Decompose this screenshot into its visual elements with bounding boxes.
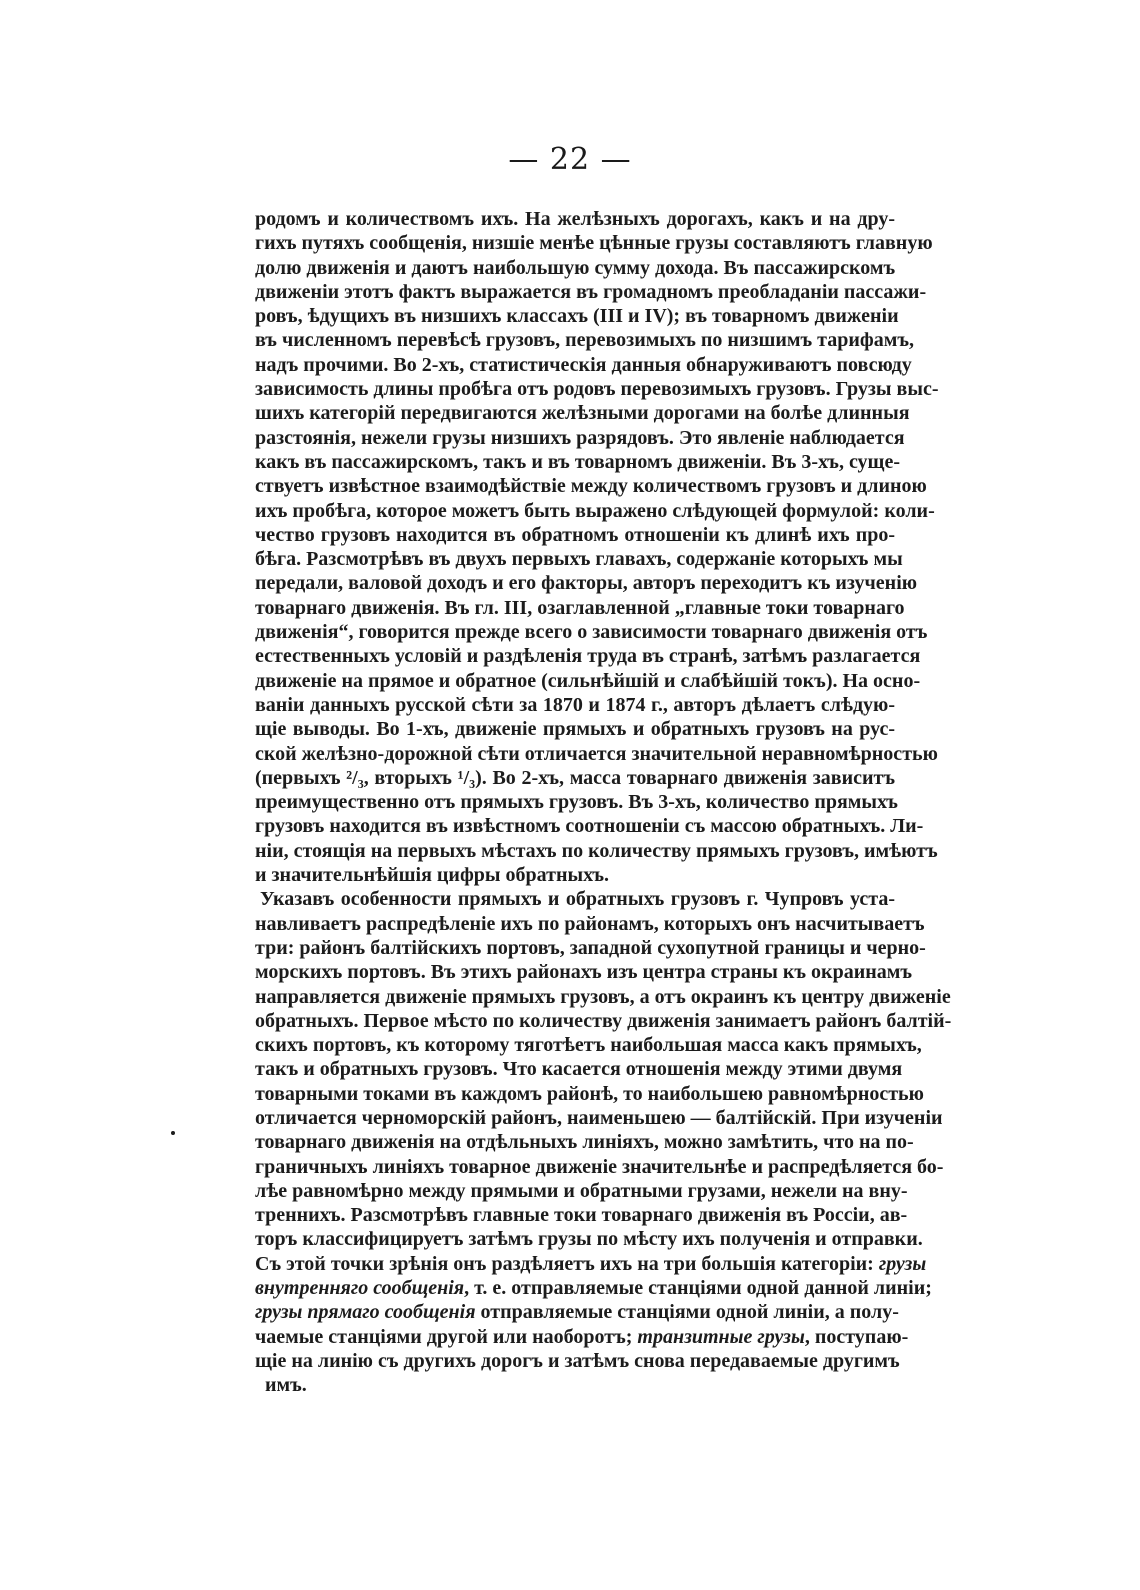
text-line: зависимость длины пробѣга отъ родовъ перевозимыхъ грузовъ. Грузы выс- bbox=[255, 378, 939, 401]
text-line: бѣга. Разсмотрѣвъ въ двухъ первыхъ главахъ, содержаніе которыхъ мы bbox=[255, 548, 903, 571]
text-line: скихъ портовъ, къ которому тяготѣетъ наибольшая масса какъ прямыхъ, bbox=[255, 1034, 922, 1057]
text-line bbox=[255, 1252, 927, 1276]
text-line: ихъ пробѣга, которое можетъ быть выражено слѣдующей формулой: коли- bbox=[255, 499, 935, 522]
text-line: преимущественно отъ прямыхъ грузовъ. Въ 3-хъ, количество прямыхъ bbox=[255, 791, 898, 814]
text-line: надъ прочими. Во 2-хъ, статистическія данныя обнаруживаютъ повсюду bbox=[255, 353, 912, 376]
text-line: ской желѣзно-дорожной сѣти отличается значительной неравномѣрностью bbox=[255, 742, 938, 765]
body-text bbox=[255, 207, 952, 1398]
text-line: Указавъ особенности прямыхъ и обратныхъ грузовъ г. Чупровъ уста- bbox=[260, 888, 895, 911]
text-line: какъ въ пассажирскомъ, такъ и въ товарномъ движеніи. Въ 3-хъ, суще- bbox=[255, 450, 900, 473]
stray-ink-dot bbox=[171, 1131, 175, 1135]
text-line: чество грузовъ находится въ обратномъ отношеніи къ длинѣ ихъ про- bbox=[255, 523, 895, 546]
text-segment: , поступаю- bbox=[804, 1325, 909, 1348]
text-line: ствуетъ извѣстное взаимодѣйствіе между количествомъ грузовъ и длиною bbox=[255, 475, 927, 498]
text-line: такъ и обратныхъ грузовъ. Что касается отношенія между этими двумя bbox=[255, 1058, 903, 1081]
page-number: — 22 — bbox=[508, 142, 632, 177]
text-line: движеніе на прямое и обратное (сильнѣйшій и слабѣйшій токъ). На осно- bbox=[255, 669, 921, 692]
text-line: отличается черноморскій районъ, наименьшею — балтійскій. При изученіи bbox=[255, 1106, 943, 1129]
text-segment: отправляемые станціями одной линіи, а полу- bbox=[475, 1301, 899, 1324]
text-line: навливаетъ распредѣленіе ихъ по районамъ, которыхъ онъ насчитываетъ bbox=[255, 912, 925, 935]
text-line: товарными токами въ каждомъ районѣ, то наибольшею равномѣрностью bbox=[255, 1082, 924, 1105]
text-line: щіе на линію съ другихъ дорогъ и затѣмъ снова передаваемые другимъ bbox=[255, 1349, 900, 1372]
text-line: обратныхъ. Первое мѣсто по количеству движенія занимаетъ районъ балтій- bbox=[255, 1009, 952, 1032]
text-line: товарнаго движенія на отдѣльныхъ линіяхъ, можно замѣтить, что на по- bbox=[255, 1131, 914, 1154]
text-line: разстоянія, нежели грузы низшихъ разрядовъ. Это явленіе наблюдается bbox=[255, 426, 905, 449]
text-line: грузовъ находится въ извѣстномъ соотношеніи съ массою обратныхъ. Ли- bbox=[255, 815, 924, 838]
text-line: имъ. bbox=[265, 1374, 307, 1397]
text-line: лѣе равномѣрно между прямыми и обратными грузами, нежели на вну- bbox=[255, 1179, 908, 1202]
text-segment: Съ этой точки зрѣнія онъ раздѣляетъ ихъ на три большія категоріи: bbox=[255, 1252, 874, 1275]
text-segment: чаемые станціями другой или наоборотъ; bbox=[255, 1325, 633, 1348]
text-line bbox=[255, 1300, 899, 1324]
text-line: ваніи данныхъ русской сѣти за 1870 и 1874 г., авторъ дѣлаетъ слѣдую- bbox=[255, 693, 895, 716]
text-line: товарнаго движенія. Въ гл. III, озаглавленной „главные токи товарнаго bbox=[255, 596, 905, 619]
text-line: въ численномъ перевѣсѣ грузовъ, перевозимыхъ по низшимъ тарифамъ, bbox=[255, 329, 914, 352]
italic-term: грузы bbox=[878, 1252, 927, 1275]
text-line: передали, валовой доходъ и его факторы, авторъ переходитъ къ изученію bbox=[255, 572, 918, 595]
text-line: гихъ путяхъ сообщенія, низшіе менѣе цѣнные грузы составляютъ главную bbox=[255, 232, 933, 255]
text-segment: , т. е. отправляемые станціями одной данной линіи; bbox=[464, 1277, 932, 1300]
text-line: (первыхъ ²/₃, вторыхъ ¹/₃). Во 2-хъ, масса товарнаго движенія зависитъ bbox=[255, 766, 895, 789]
text-line: естественныхъ условій и раздѣленія труда въ странѣ, затѣмъ разлагается bbox=[255, 645, 921, 668]
text-line: движеніи этотъ фактъ выражается въ громадномъ преобладаніи пассажи- bbox=[255, 280, 927, 303]
italic-term: транзитные грузы bbox=[637, 1325, 805, 1348]
text-line bbox=[255, 1325, 909, 1349]
text-line: ровъ, ѣдущихъ въ низшихъ классахъ (III и IV); въ товарномъ движеніи bbox=[255, 305, 899, 328]
text-line: шихъ категорій передвигаются желѣзными дорогами на болѣе длинныя bbox=[255, 402, 910, 425]
text-line: граничныхъ линіяхъ товарное движеніе значительнѣе и распредѣляется бо- bbox=[255, 1155, 944, 1178]
text-line: треннихъ. Разсмотрѣвъ главные токи товарнаго движенія въ Россіи, ав- bbox=[255, 1204, 908, 1227]
text-line: родомъ и количествомъ ихъ. На желѣзныхъ дорогахъ, какъ и на дру- bbox=[255, 208, 895, 230]
paragraph-2 bbox=[255, 887, 952, 1397]
text-line: направляется движеніе прямыхъ грузовъ, а отъ окраинъ къ центру движеніе bbox=[255, 985, 951, 1008]
text-line: три: районъ балтійскихъ портовъ, западной сухопутной границы и черно- bbox=[255, 936, 926, 959]
italic-term: внутренняго сообщенія bbox=[255, 1277, 465, 1300]
italic-term: грузы прямаго сообщенія bbox=[255, 1301, 476, 1324]
text-line: щіе выводы. Во 1-хъ, движеніе прямыхъ и обратныхъ грузовъ на рус- bbox=[255, 718, 895, 741]
text-line: торъ классифицируетъ затѣмъ грузы по мѣсту ихъ полученія и отправки. bbox=[255, 1228, 923, 1251]
text-line: долю движенія и даютъ наибольшую сумму дохода. Въ пассажирскомъ bbox=[255, 256, 896, 279]
text-line: ніи, стоящія на первыхъ мѣстахъ по количеству прямыхъ грузовъ, имѣютъ bbox=[255, 839, 938, 862]
text-line: движенія“, говорится прежде всего о зависимости товарнаго движенія отъ bbox=[255, 621, 928, 644]
text-line bbox=[255, 1276, 932, 1300]
text-line: и значительнѣйшія цифры обратныхъ. bbox=[255, 864, 609, 887]
text-line: морскихъ портовъ. Въ этихъ районахъ изъ центра страны къ окраинамъ bbox=[255, 961, 913, 984]
paragraph-1 bbox=[255, 207, 939, 887]
